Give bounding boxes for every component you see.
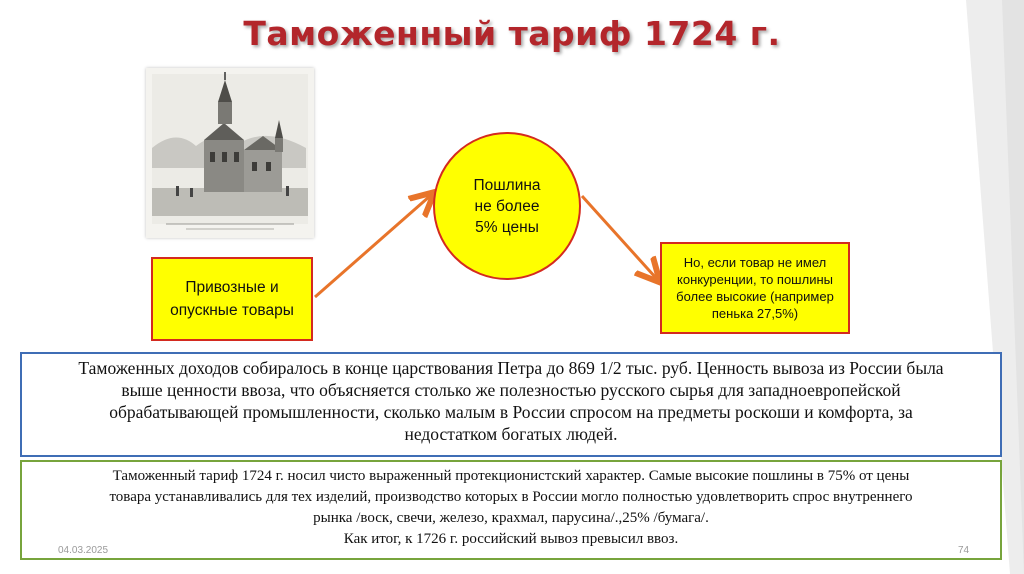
note-line: пенька 27,5%) [711, 306, 799, 321]
church-engraving-image [146, 68, 314, 238]
paragraph-line: обрабатывающей промышленности, сколько малым в России спросом на предметы роскоши и комфорта, за [109, 402, 913, 422]
circle-line: не более [474, 197, 540, 215]
paragraph-line: Как итог, к 1726 г. российский вывоз превысил ввоз. [343, 531, 679, 547]
slide-title: Таможенный тариф 1724 г. [243, 14, 781, 53]
imports-box-line: Привозные и [185, 279, 279, 296]
circle-line: Пошлина [473, 176, 541, 194]
paragraph-line: Таможенный тариф 1724 г. носил чисто выраженный протекционистский характер. Самые высокие пошлины в 75% от цены [112, 468, 910, 484]
arrow-to-note [582, 196, 656, 278]
arrow-to-circle [315, 196, 430, 297]
page-number: 74 [958, 545, 970, 556]
paragraph-line: выше ценности ввоза, что объясняется столько же полезностью русского сырья для западноевропейской [121, 380, 901, 400]
note-line: Но, если товар не имел [683, 255, 827, 270]
duty-circle [433, 132, 581, 280]
customs-revenue-paragraph [20, 352, 1002, 457]
paragraph-line: недостатком богатых людей. [404, 424, 618, 444]
footer-date: 04.03.2025 [58, 545, 109, 556]
note-line: конкуренции, то пошлины [677, 272, 833, 287]
imports-box-line: опускные товары [170, 302, 294, 319]
protectionism-paragraph [20, 460, 1002, 560]
imports-box [151, 257, 313, 341]
note-line: более высокие (например [676, 289, 834, 304]
paragraph-line: товара устанавливались для тех изделий, производство которых в России могло полностью удовлетворить спрос внутреннего [109, 489, 913, 505]
exception-note-box [660, 242, 850, 334]
paragraph-line: рынка /воск, свечи, железо, крахмал, парусина/.,25% /бумага/. [313, 510, 709, 526]
paragraph-line: Таможенных доходов собиралось в конце царствования Петра до 869 1/2 тыс. руб. Ценность вывоза из России была [78, 358, 944, 378]
circle-line: 5% цены [475, 218, 539, 236]
